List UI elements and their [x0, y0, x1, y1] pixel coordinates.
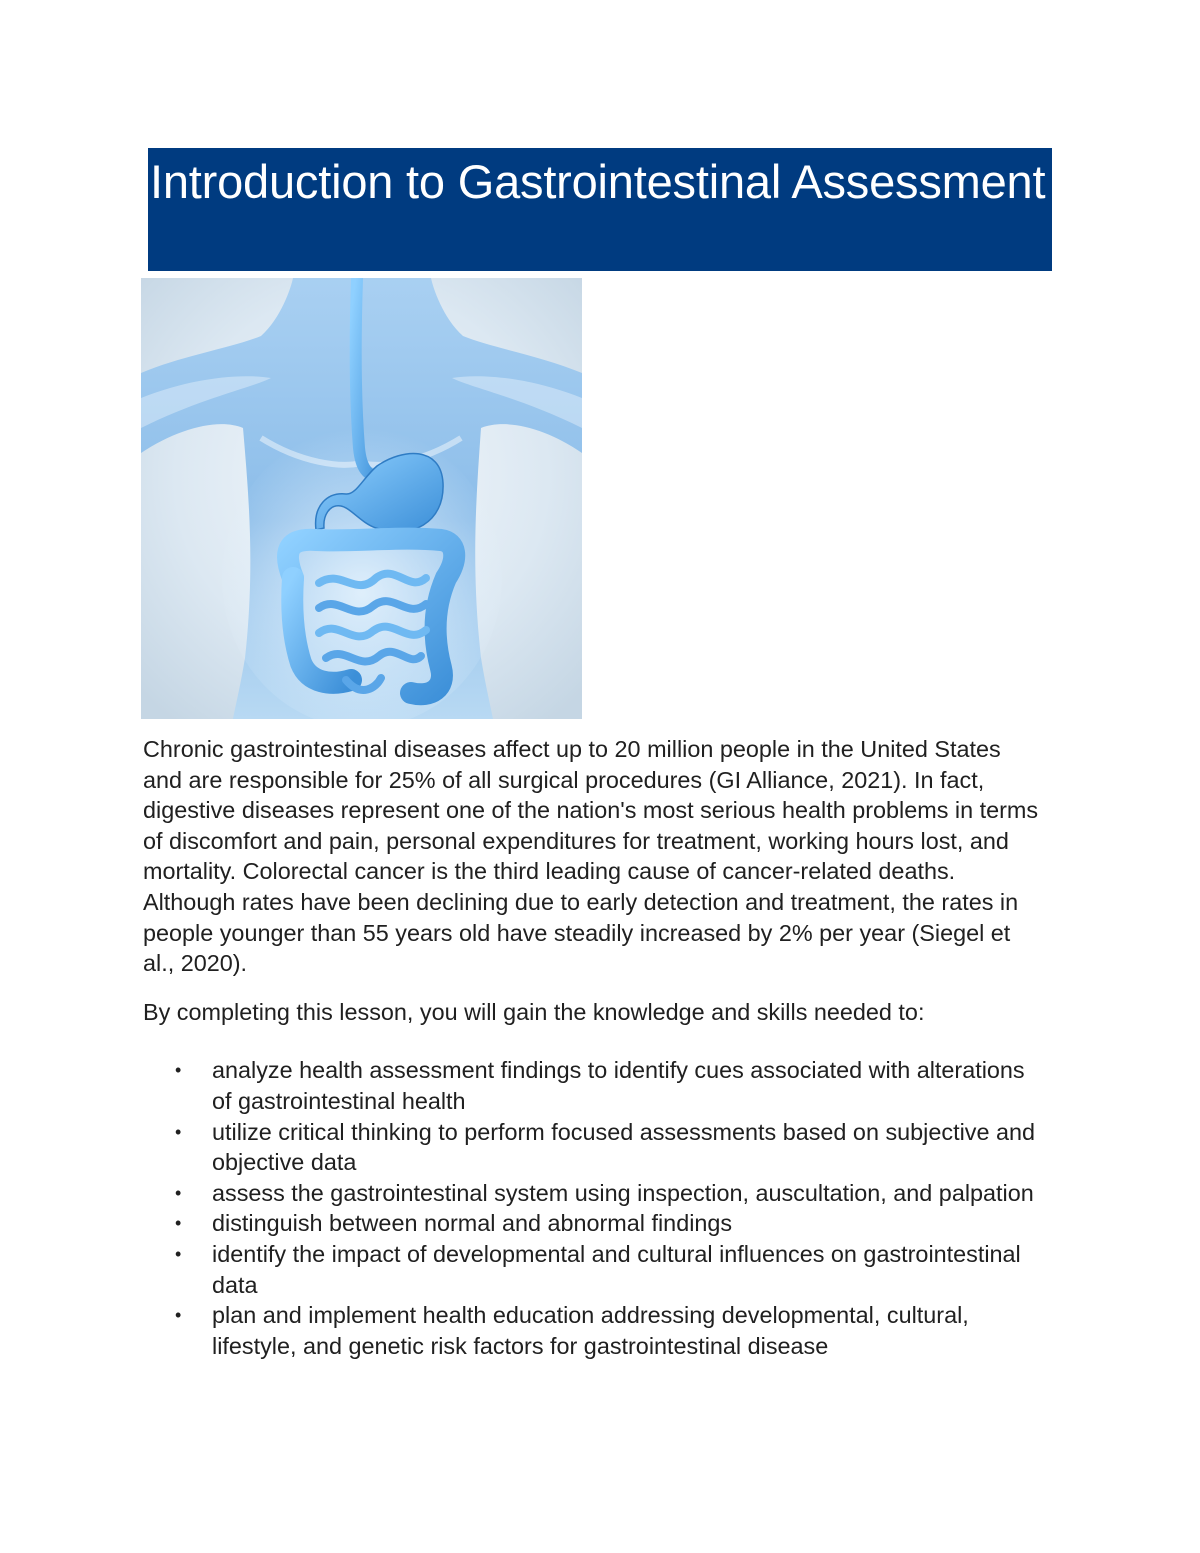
digestive-system-illustration-icon [141, 278, 582, 719]
page-title: Introduction to Gastrointestinal Assessment [150, 155, 1046, 208]
list-item [143, 1055, 1043, 1116]
objective-text: distinguish between normal and abnormal findings [212, 1210, 733, 1237]
bullet-icon: • [175, 1121, 182, 1142]
bullet-icon: • [175, 1182, 182, 1203]
objectives-list [143, 1055, 1043, 1361]
objective-text: analyze health assessment findings to identify cues associated with alterations of gastrointestinal health [212, 1057, 1025, 1114]
title-banner [148, 148, 1052, 271]
intro-paragraph: Chronic gastrointestinal diseases affect up to 20 million people in the United States and are responsible for 25% of all surgical procedures (GI Alliance, 2021). In fact, digestive diseases represent one of the nation's most serious health problems in terms of discomfort and pain, personal expenditures for treatment, working hours lost, and mortality. Colorectal cancer is the third leading cause of cancer-related deaths. Although rates have been declining due to early detection and treatment, the rates in people younger than 55 years old have steadily increased by 2% per year (Siegel et al., 2020). [143, 736, 1039, 977]
bullet-icon: • [175, 1243, 182, 1264]
list-item [143, 1117, 1043, 1178]
objective-text: plan and implement health education addressing developmental, cultural, lifestyle, and genetic risk factors for gastrointestinal disease [212, 1302, 969, 1359]
body-text [143, 734, 1043, 1361]
bullet-icon: • [175, 1213, 182, 1234]
objective-text: identify the impact of developmental and cultural influences on gastrointestinal data [212, 1240, 1021, 1298]
list-item [143, 1178, 1043, 1209]
objective-text: assess the gastrointestinal system using inspection, auscultation, and palpation [212, 1179, 1034, 1206]
digestive-system-image [141, 278, 582, 719]
list-item [143, 1239, 1043, 1300]
list-item [143, 1300, 1043, 1361]
list-item [143, 1208, 1043, 1239]
bullet-icon: • [175, 1060, 182, 1081]
bullet-icon: • [175, 1305, 182, 1326]
lead-in-paragraph: By completing this lesson, you will gain the knowledge and skills needed to: [143, 998, 925, 1025]
objective-text: utilize critical thinking to perform focused assessments based on subjective and objective data [212, 1118, 1035, 1176]
